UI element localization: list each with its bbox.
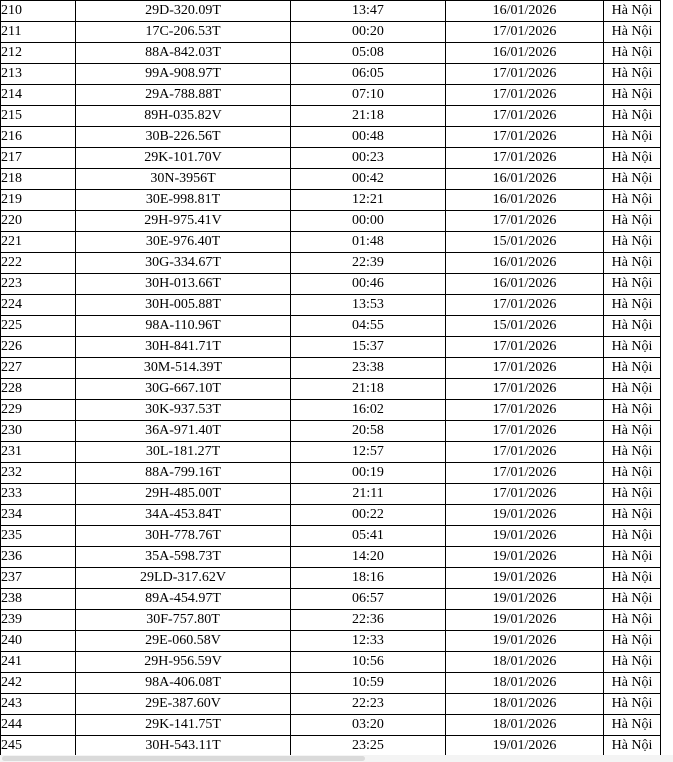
row-number: 221: [1, 232, 76, 253]
plate-number: 30E-998.81T: [76, 190, 291, 211]
plate-number: 29K-101.70V: [76, 148, 291, 169]
plate-number: 99A-908.97T: [76, 64, 291, 85]
city-name: Hà Nội: [604, 568, 661, 589]
city-name: Hà Nội: [604, 526, 661, 547]
violation-date: 19/01/2026: [446, 526, 604, 547]
violation-time: 00:23: [291, 148, 446, 169]
city-name: Hà Nội: [604, 358, 661, 379]
city-name: Hà Nội: [604, 442, 661, 463]
table-row: [1, 1, 661, 22]
city-name: Hà Nội: [604, 379, 661, 400]
row-number: 231: [1, 442, 76, 463]
row-number: 227: [1, 358, 76, 379]
plate-number: 88A-842.03T: [76, 43, 291, 64]
table-row: [1, 316, 661, 337]
city-name: Hà Nội: [604, 400, 661, 421]
plate-number: 89H-035.82V: [76, 106, 291, 127]
violation-time: 22:36: [291, 610, 446, 631]
row-number: 229: [1, 400, 76, 421]
city-name: Hà Nội: [604, 505, 661, 526]
violation-date: 17/01/2026: [446, 127, 604, 148]
row-number: 215: [1, 106, 76, 127]
violation-time: 00:46: [291, 274, 446, 295]
plate-number: 29D-320.09T: [76, 1, 291, 22]
table-row: [1, 295, 661, 316]
violation-time: 15:37: [291, 337, 446, 358]
city-name: Hà Nội: [604, 715, 661, 736]
row-number: 214: [1, 85, 76, 106]
violation-time: 13:47: [291, 1, 446, 22]
row-number: 233: [1, 484, 76, 505]
plate-number: 30H-778.76T: [76, 526, 291, 547]
violation-date: 17/01/2026: [446, 85, 604, 106]
violation-time: 23:25: [291, 736, 446, 757]
violation-time: 00:19: [291, 463, 446, 484]
violation-time: 14:20: [291, 547, 446, 568]
violation-time: 03:20: [291, 715, 446, 736]
table-row: [1, 85, 661, 106]
violation-time: 01:48: [291, 232, 446, 253]
violation-date: 19/01/2026: [446, 568, 604, 589]
row-number: 217: [1, 148, 76, 169]
city-name: Hà Nội: [604, 211, 661, 232]
city-name: Hà Nội: [604, 148, 661, 169]
violation-date: 17/01/2026: [446, 106, 604, 127]
violation-date: 15/01/2026: [446, 316, 604, 337]
table-row: [1, 400, 661, 421]
row-number: 232: [1, 463, 76, 484]
violation-time: 04:55: [291, 316, 446, 337]
violation-time: 20:58: [291, 421, 446, 442]
table-row: [1, 694, 661, 715]
row-number: 235: [1, 526, 76, 547]
row-number: 212: [1, 43, 76, 64]
plate-number: 30H-543.11T: [76, 736, 291, 757]
plate-number: 29H-975.41V: [76, 211, 291, 232]
city-name: Hà Nội: [604, 1, 661, 22]
plate-number: 29K-141.75T: [76, 715, 291, 736]
violation-time: 23:38: [291, 358, 446, 379]
plate-number: 30L-181.27T: [76, 442, 291, 463]
city-name: Hà Nội: [604, 337, 661, 358]
table-row: [1, 106, 661, 127]
plate-number: 29LD-317.62V: [76, 568, 291, 589]
city-name: Hà Nội: [604, 463, 661, 484]
row-number: 216: [1, 127, 76, 148]
plate-number: 29H-485.00T: [76, 484, 291, 505]
city-name: Hà Nội: [604, 631, 661, 652]
violation-time: 06:57: [291, 589, 446, 610]
row-number: 241: [1, 652, 76, 673]
city-name: Hà Nội: [604, 190, 661, 211]
city-name: Hà Nội: [604, 484, 661, 505]
table-row: [1, 463, 661, 484]
plate-number: 30H-841.71T: [76, 337, 291, 358]
violation-date: 17/01/2026: [446, 148, 604, 169]
city-name: Hà Nội: [604, 547, 661, 568]
violation-date: 18/01/2026: [446, 652, 604, 673]
row-number: 222: [1, 253, 76, 274]
violation-date: 16/01/2026: [446, 253, 604, 274]
table-row: [1, 736, 661, 757]
row-number: 237: [1, 568, 76, 589]
violation-date: 17/01/2026: [446, 379, 604, 400]
city-name: Hà Nội: [604, 694, 661, 715]
table-row: [1, 421, 661, 442]
table-row: [1, 526, 661, 547]
violation-time: 10:59: [291, 673, 446, 694]
violation-time: 13:53: [291, 295, 446, 316]
violation-time: 00:22: [291, 505, 446, 526]
violation-time: 06:05: [291, 64, 446, 85]
violation-time: 21:18: [291, 106, 446, 127]
table-row: [1, 211, 661, 232]
table-row: [1, 379, 661, 400]
city-name: Hà Nội: [604, 736, 661, 757]
violation-time: 22:23: [291, 694, 446, 715]
violation-date: 19/01/2026: [446, 631, 604, 652]
row-number: 228: [1, 379, 76, 400]
plate-number: 30G-334.67T: [76, 253, 291, 274]
table-row: [1, 652, 661, 673]
violation-date: 16/01/2026: [446, 190, 604, 211]
row-number: 220: [1, 211, 76, 232]
plate-number: 30G-667.10T: [76, 379, 291, 400]
violation-date: 16/01/2026: [446, 1, 604, 22]
violation-time: 05:08: [291, 43, 446, 64]
city-name: Hà Nội: [604, 106, 661, 127]
table-row: [1, 610, 661, 631]
table-row: [1, 190, 661, 211]
row-number: 242: [1, 673, 76, 694]
city-name: Hà Nội: [604, 295, 661, 316]
city-name: Hà Nội: [604, 85, 661, 106]
scrollbar-thumb[interactable]: [2, 756, 365, 761]
violation-date: 19/01/2026: [446, 547, 604, 568]
plate-number: 29E-387.60V: [76, 694, 291, 715]
plate-number: 30H-005.88T: [76, 295, 291, 316]
row-number: 218: [1, 169, 76, 190]
row-number: 244: [1, 715, 76, 736]
row-number: 225: [1, 316, 76, 337]
row-number: 213: [1, 64, 76, 85]
city-name: Hà Nội: [604, 673, 661, 694]
violation-date: 17/01/2026: [446, 421, 604, 442]
row-number: 234: [1, 505, 76, 526]
plate-number: 17C-206.53T: [76, 22, 291, 43]
row-number: 210: [1, 1, 76, 22]
violation-date: 16/01/2026: [446, 169, 604, 190]
violation-date: 19/01/2026: [446, 589, 604, 610]
plate-number: 30F-757.80T: [76, 610, 291, 631]
violation-date: 17/01/2026: [446, 484, 604, 505]
city-name: Hà Nội: [604, 232, 661, 253]
violation-time: 12:57: [291, 442, 446, 463]
city-name: Hà Nội: [604, 43, 661, 64]
plate-number: 30E-976.40T: [76, 232, 291, 253]
table-row: [1, 148, 661, 169]
table-row: [1, 505, 661, 526]
violation-time: 07:10: [291, 85, 446, 106]
plate-number: 88A-799.16T: [76, 463, 291, 484]
violation-date: 16/01/2026: [446, 274, 604, 295]
table-row: [1, 673, 661, 694]
table-row: [1, 64, 661, 85]
violation-time: 22:39: [291, 253, 446, 274]
city-name: Hà Nội: [604, 589, 661, 610]
table-row: [1, 232, 661, 253]
city-name: Hà Nội: [604, 316, 661, 337]
plate-number: 29E-060.58V: [76, 631, 291, 652]
violation-time: 12:21: [291, 190, 446, 211]
plate-number: 30B-226.56T: [76, 127, 291, 148]
violation-date: 18/01/2026: [446, 715, 604, 736]
row-number: 224: [1, 295, 76, 316]
row-number: 240: [1, 631, 76, 652]
city-name: Hà Nội: [604, 22, 661, 43]
row-number: 230: [1, 421, 76, 442]
city-name: Hà Nội: [604, 610, 661, 631]
table-row: [1, 358, 661, 379]
table-body: [1, 1, 661, 757]
plate-number: 30K-937.53T: [76, 400, 291, 421]
violation-time: 12:33: [291, 631, 446, 652]
plate-number: 36A-971.40T: [76, 421, 291, 442]
violation-date: 17/01/2026: [446, 22, 604, 43]
table-row: [1, 337, 661, 358]
violation-date: 19/01/2026: [446, 610, 604, 631]
table-row: [1, 484, 661, 505]
plate-number: 34A-453.84T: [76, 505, 291, 526]
violation-time: 18:16: [291, 568, 446, 589]
violation-date: 19/01/2026: [446, 736, 604, 757]
row-number: 211: [1, 22, 76, 43]
table-row: [1, 274, 661, 295]
row-number: 226: [1, 337, 76, 358]
table-row: [1, 253, 661, 274]
violation-time: 21:11: [291, 484, 446, 505]
city-name: Hà Nội: [604, 127, 661, 148]
table-row: [1, 631, 661, 652]
row-number: 243: [1, 694, 76, 715]
row-number: 236: [1, 547, 76, 568]
table-row: [1, 547, 661, 568]
violation-date: 17/01/2026: [446, 463, 604, 484]
row-number: 239: [1, 610, 76, 631]
city-name: Hà Nội: [604, 652, 661, 673]
city-name: Hà Nội: [604, 169, 661, 190]
table-row: [1, 715, 661, 736]
table-row: [1, 43, 661, 64]
table-row: [1, 568, 661, 589]
plate-number: 30M-514.39T: [76, 358, 291, 379]
city-name: Hà Nội: [604, 64, 661, 85]
plate-number: 98A-110.96T: [76, 316, 291, 337]
violation-time: 05:41: [291, 526, 446, 547]
plate-number: 30H-013.66T: [76, 274, 291, 295]
plate-number: 89A-454.97T: [76, 589, 291, 610]
violation-date: 17/01/2026: [446, 64, 604, 85]
violation-time: 00:00: [291, 211, 446, 232]
violation-date: 17/01/2026: [446, 211, 604, 232]
plate-number: 29H-956.59V: [76, 652, 291, 673]
violation-date: 16/01/2026: [446, 43, 604, 64]
plate-number: 98A-406.08T: [76, 673, 291, 694]
plate-number: 35A-598.73T: [76, 547, 291, 568]
city-name: Hà Nội: [604, 253, 661, 274]
violation-time: 00:20: [291, 22, 446, 43]
row-number: 245: [1, 736, 76, 757]
violation-date: 17/01/2026: [446, 442, 604, 463]
plate-number: 30N-3956T: [76, 169, 291, 190]
table-row: [1, 589, 661, 610]
table-row: [1, 169, 661, 190]
row-number: 219: [1, 190, 76, 211]
violation-date: 19/01/2026: [446, 505, 604, 526]
violation-time: 00:42: [291, 169, 446, 190]
violation-date: 18/01/2026: [446, 694, 604, 715]
violation-date: 17/01/2026: [446, 400, 604, 421]
table-row: [1, 127, 661, 148]
violation-time: 10:56: [291, 652, 446, 673]
violation-date: 17/01/2026: [446, 295, 604, 316]
violation-date: 17/01/2026: [446, 337, 604, 358]
violation-time: 21:18: [291, 379, 446, 400]
plate-number: 29A-788.88T: [76, 85, 291, 106]
horizontal-scrollbar[interactable]: [0, 755, 673, 762]
table-row: [1, 442, 661, 463]
violation-date: 15/01/2026: [446, 232, 604, 253]
violation-time: 00:48: [291, 127, 446, 148]
row-number: 223: [1, 274, 76, 295]
violation-date: 18/01/2026: [446, 673, 604, 694]
row-number: 238: [1, 589, 76, 610]
violation-time: 16:02: [291, 400, 446, 421]
city-name: Hà Nội: [604, 421, 661, 442]
violation-date: 17/01/2026: [446, 358, 604, 379]
city-name: Hà Nội: [604, 274, 661, 295]
table-row: [1, 22, 661, 43]
